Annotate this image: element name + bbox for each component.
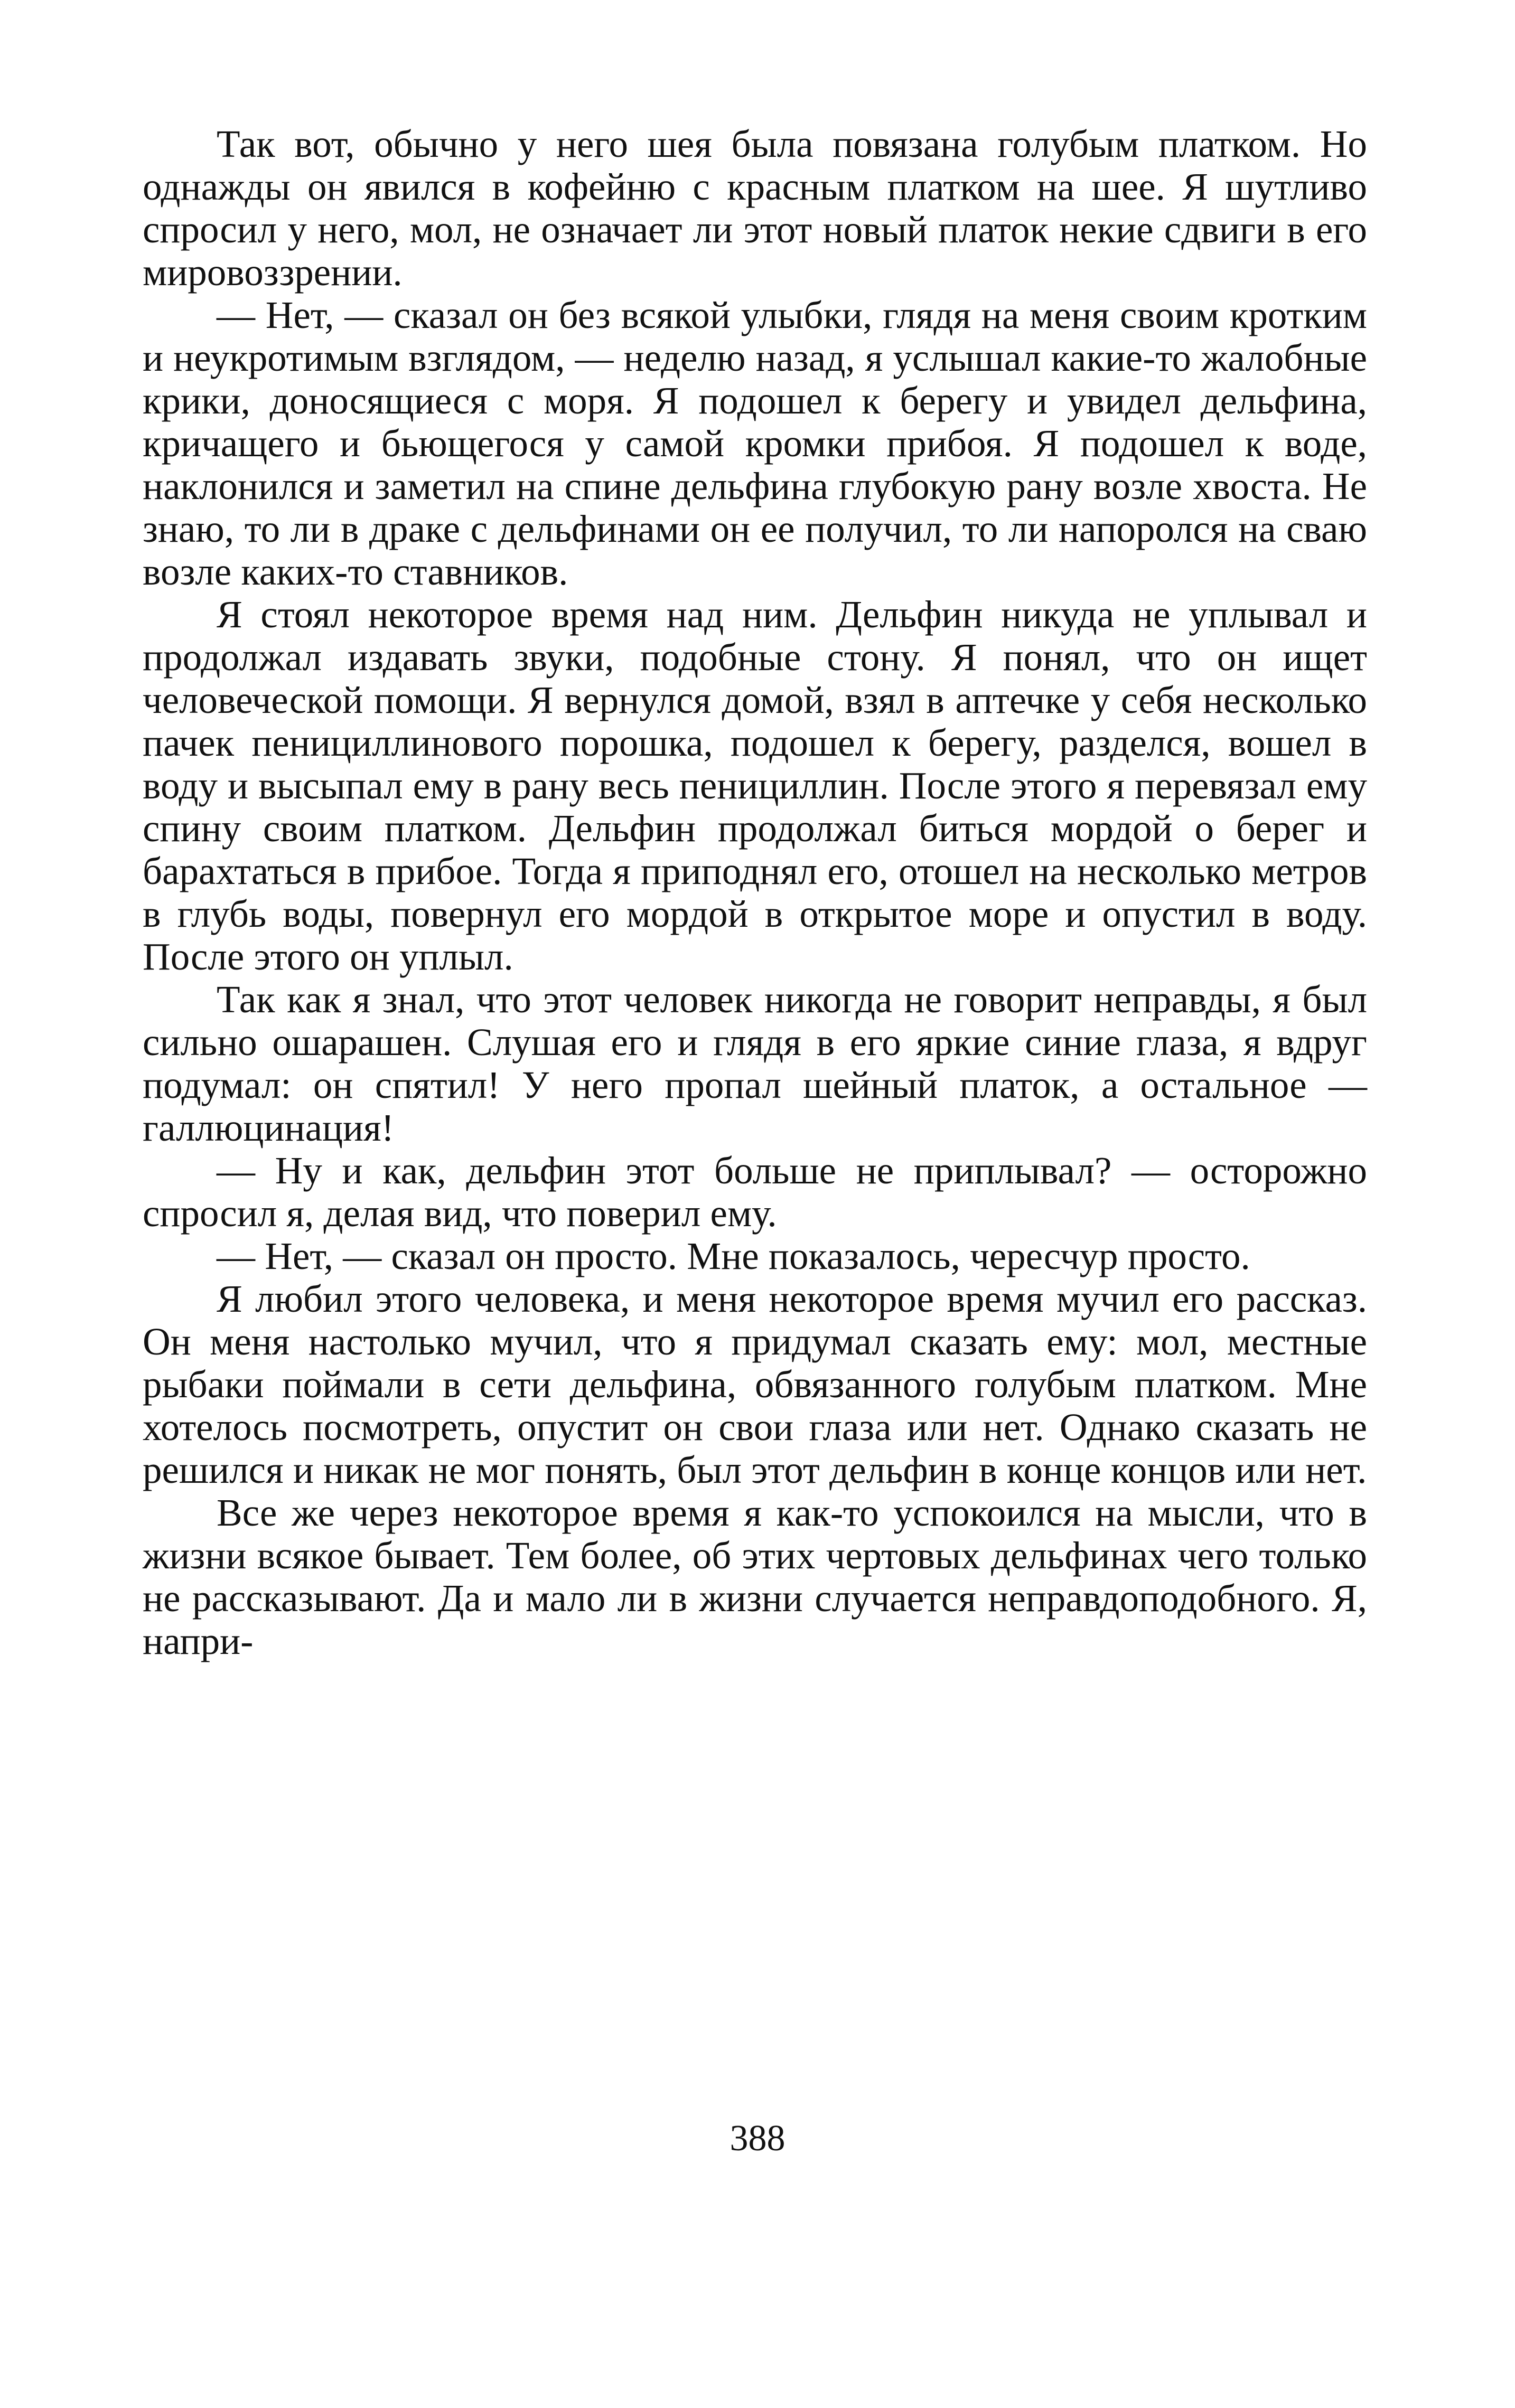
- paragraph-7: Я любил этого человека, и меня некоторое время мучил его рассказ. Он меня настолько мучил, что я придумал сказать ему: мол, местные рыбаки поймали в сети дельфина, обвязанного голубым платком. Мне хотелось посмотреть, опустит он свои глаза или нет. Однако сказать не решился и никак не мог понять, был этот дельфин в конце концов или нет.: [143, 1277, 1367, 1491]
- paragraph-8: Все же через некоторое время я как-то успокоился на мысли, что в жизни всякое бывает. Тем более, об этих чертовых дельфинах чего только не рассказывают. Да и мало ли в жизни случается неправдоподобного. Я, напри-: [143, 1491, 1367, 1662]
- paragraph-3: Я стоял некоторое время над ним. Дельфин никуда не уплывал и продолжал издавать звуки, подобные стону. Я понял, что он ищет человеческой помощи. Я вернулся домой, взял в аптечке у себя несколько пачек пенициллинового порошка, подошел к берегу, разделся, вошел в воду и высыпал ему в рану весь пенициллин. После этого я перевязал ему спину своим платком. Дельфин продолжал биться мордой о берег и барахтаться в прибое. Тогда я приподнял его, отошел на несколько метров в глубь воды, повернул его мордой в открытое море и опустил в воду. После этого он уплыл.: [143, 593, 1367, 978]
- paragraph-1: Так вот, обычно у него шея была повязана голубым платком. Но однажды он явился в кофейню с красным платком на шее. Я шутливо спросил у него, мол, не означает ли этот новый платок некие сдвиги в его мировоззрении.: [143, 123, 1367, 294]
- page-number: 388: [730, 2118, 785, 2159]
- paragraph-4: Так как я знал, что этот человек никогда не говорит неправды, я был сильно ошарашен. Слушая его и глядя в его яркие синие глаза, я вдруг подумал: он спятил! У него пропал шейный платок, а остальное — галлюцинация!: [143, 978, 1367, 1149]
- paragraph-2: — Нет, — сказал он без всякой улыбки, глядя на меня своим кротким и неукротимым взглядом, — неделю назад, я услышал какие-то жалобные крики, доносящиеся с моря. Я подошел к берегу и увидел дельфина, кричащего и бьющегося у самой кромки прибоя. Я подошел к воде, наклонился и заметил на спине дельфина глубокую рану возле хвоста. Не знаю, то ли в драке с дельфинами он ее получил, то ли напоролся на сваю возле каких-то ставников.: [143, 294, 1367, 593]
- body-text: [143, 123, 1367, 1662]
- paragraph-5: — Ну и как, дельфин этот больше не приплывал? — осторожно спросил я, делая вид, что поверил ему.: [143, 1149, 1367, 1235]
- paragraph-6: — Нет, — сказал он просто. Мне показалось, чересчур просто.: [217, 1235, 1250, 1277]
